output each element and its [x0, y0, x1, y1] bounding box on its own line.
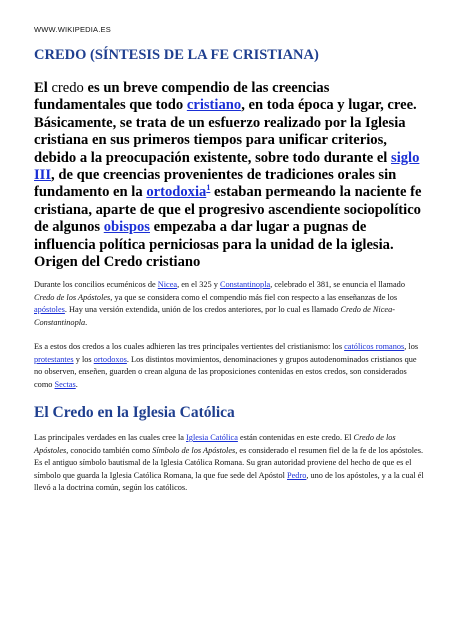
paragraph-text: Las principales verdades en las cuales cree la — [34, 433, 187, 442]
italic-term: Credo de los Apóstoles — [34, 292, 111, 302]
link-apostoles[interactable]: apóstoles — [34, 305, 65, 315]
paragraph-text: Es a estos dos credos a los cuales adhieren las tres principales vertientes del cristianismo: los — [34, 342, 345, 351]
paragraph-text: , conocido también como — [66, 445, 153, 455]
paragraph-text: , uno de los apóstoles, y a la cual él llevó a la doctrina común, según los católicos. — [34, 470, 424, 493]
link-iglesia-catolica[interactable]: Iglesia Católica — [186, 433, 238, 442]
paragraph-text: , ya que se considera como el compendio más fiel con respecto a las enseñanzas de los — [110, 292, 398, 302]
paragraph-vertientes — [34, 341, 426, 391]
lead-text: es un breve compendio de las creencias fundamentales que todo — [34, 80, 330, 114]
link-protestantes[interactable]: protestantes — [34, 354, 74, 364]
paragraph-text: , los — [404, 342, 419, 351]
lead-text: empezaba a dar lugar a pugnas de influencia política perniciosas para la unidad de la iglesia. Origen del Credo cristiano — [34, 219, 394, 271]
link-ortodoxos[interactable]: ortodoxos — [93, 354, 127, 364]
paragraph-text: . Hay una versión extendida, unión de los credos anteriores, por lo cual es llamado — [64, 305, 341, 315]
paragraph-text: , en el 325 y — [177, 280, 220, 289]
paragraph-text: , es considerado el resumen fiel de la fe de los apóstoles. Es el antiguo símbolo bautismal de la Iglesia Católica Romana. Su gran autoridad proviene del hecho de que es el símbolo que guarda la Iglesia Católica Romana, la que fue sede del Apóstol — [34, 445, 424, 480]
paragraph-text: están contenidas en este credo. El — [237, 433, 354, 442]
link-nicea[interactable]: Nicea — [157, 280, 178, 289]
lead-text: estaban permeando la naciente fe cristiana, aparte de que el progresivo ascendiente sociopolítico de algunos — [34, 184, 422, 236]
page-title: CREDO (SÍNTESIS DE LA FE CRISTIANA) — [34, 47, 319, 63]
italic-term: Símbolo de los Apóstoles — [152, 445, 236, 455]
paragraph-iglesia-catolica — [34, 432, 426, 495]
paragraph-text: . Los distintos movimientos, denominaciones y grupos autodenominados cristianos que no observen, enseñen, guarden o crean alguna de las proposiciones contenidas en estos credos, son considerados como — [34, 354, 417, 389]
paragraph-text: Durante los concilios ecuménicos de — [34, 280, 158, 289]
link-catolicos-romanos[interactable]: católicos romanos — [344, 342, 405, 351]
lead-text: , de que creencias provenientes de tradiciones orales sin fundamento en la — [34, 167, 397, 201]
footnote-link[interactable]: 1 — [206, 183, 211, 193]
paragraph-text: . — [75, 379, 78, 389]
paragraph-concilios — [34, 279, 426, 329]
paragraph-text: y los — [73, 354, 94, 364]
link-obispos[interactable]: obispos — [103, 219, 150, 236]
lead-term-credo: credo — [51, 80, 84, 96]
link-ortodoxia[interactable]: ortodoxia — [146, 184, 207, 201]
italic-term: Credo de los Apóstoles — [34, 433, 396, 455]
lead-paragraph — [34, 80, 422, 271]
link-sectas[interactable]: Sectas — [54, 379, 76, 389]
link-pedro[interactable]: Pedro — [287, 470, 307, 480]
section-heading: El Credo en la Iglesia Católica — [34, 404, 235, 421]
italic-term: Credo de Nicea-Constantinopla — [34, 305, 395, 327]
paragraph-text: . — [85, 317, 88, 327]
link-constantinopla[interactable]: Constantinopla — [219, 280, 271, 289]
paragraph-text: , celebrado el 381, se enuncia el llamado — [270, 280, 405, 289]
lead-text: , en toda época y lugar, cree. Básicamente, se trata de un esfuerzo realizado por la Iglesia cristiana en sus primeros tiempos para unificar criterios, debido a la preocupación existente, sobre todo durante el — [34, 97, 417, 166]
link-siglo-iii[interactable]: siglo III — [34, 149, 420, 184]
site-url: WWW.WIKIPEDIA.ES — [34, 25, 111, 34]
link-cristiano[interactable]: cristiano — [186, 97, 242, 114]
lead-text: El — [34, 80, 52, 96]
